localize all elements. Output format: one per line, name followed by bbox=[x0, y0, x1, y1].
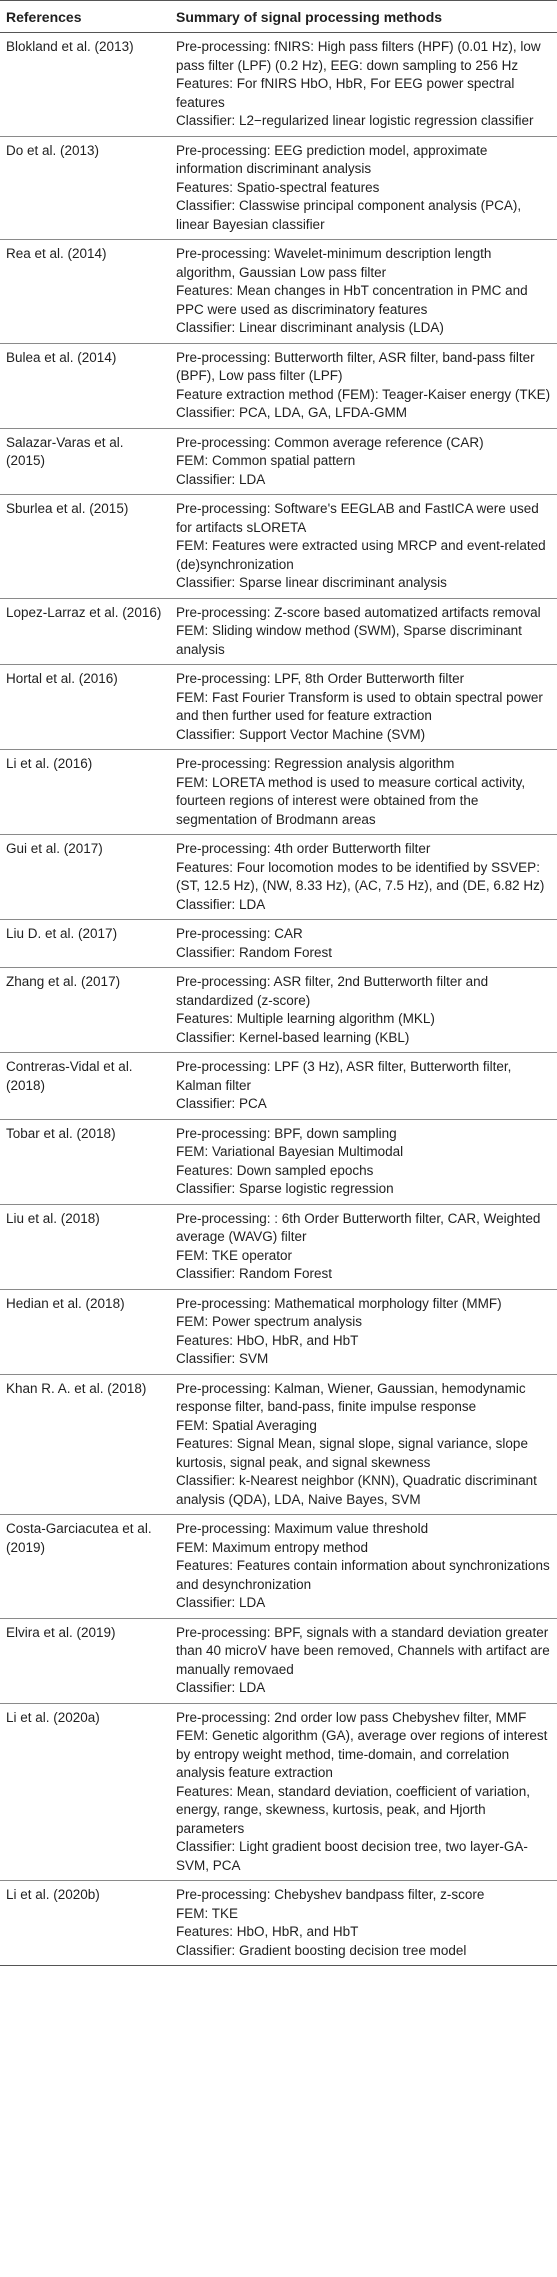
table-row bbox=[0, 495, 557, 599]
reference-cell: Khan R. A. et al. (2018) bbox=[0, 1374, 170, 1515]
summary-cell bbox=[170, 1289, 557, 1374]
summary-line: Features: HbO, HbR, and HbT bbox=[176, 1924, 359, 1939]
summary-line: Classifier: Kernel-based learning (KBL) bbox=[176, 1029, 410, 1045]
summary-line: Pre-processing: Chebyshev bandpass filter, z-score bbox=[176, 1887, 485, 1902]
summary-cell bbox=[170, 1204, 557, 1289]
table-row bbox=[0, 1515, 557, 1619]
summary-line: Features: HbO, HbR, and HbT bbox=[176, 1332, 359, 1348]
summary-line: Classifier: LDA bbox=[176, 1680, 266, 1695]
table-row bbox=[0, 750, 557, 835]
summary-line: Pre-processing: Common average reference (CAR) bbox=[176, 434, 484, 450]
summary-line: Pre-processing: Regression analysis algorithm bbox=[176, 756, 455, 771]
summary-line: FEM: Power spectrum analysis bbox=[176, 1314, 363, 1329]
summary-cell bbox=[170, 343, 557, 428]
reference-cell: Li et al. (2016) bbox=[0, 750, 170, 835]
summary-line: Pre-processing: Mathematical morphology filter (MMF) bbox=[176, 1295, 502, 1311]
summary-line: Pre-processing: fNIRS: High pass filters (HPF) (0.01 Hz), low pass filter (LPF) (0.2 Hz), EEG: down sampling to 256 Hz bbox=[176, 39, 541, 73]
table-row bbox=[0, 835, 557, 920]
table-row bbox=[0, 136, 557, 240]
summary-line: Classifier: Classwise principal component analysis (PCA), linear Bayesian classifier bbox=[176, 198, 522, 232]
summary-cell bbox=[170, 665, 557, 750]
table-row bbox=[0, 1374, 557, 1515]
summary-cell bbox=[170, 1374, 557, 1515]
summary-line: Pre-processing: 4th order Butterworth filter bbox=[176, 841, 431, 856]
summary-line: FEM: Fast Fourier Transform is used to obtain spectral power and then further used for feature extraction bbox=[176, 689, 543, 723]
summary-line: Features: For fNIRS HbO, HbR, For EEG power spectral features bbox=[176, 76, 515, 110]
summary-line: FEM: Sliding window method (SWM), Sparse discriminant analysis bbox=[176, 623, 522, 657]
table-row bbox=[0, 1881, 557, 1966]
table-row bbox=[0, 1618, 557, 1703]
summary-line: Feature extraction method (FEM): Teager-Kaiser energy (TKE) bbox=[176, 386, 551, 402]
reference-cell: Contreras-Vidal et al. (2018) bbox=[0, 1053, 170, 1120]
table-row bbox=[0, 1053, 557, 1120]
summary-cell bbox=[170, 968, 557, 1053]
reference-cell: Hedian et al. (2018) bbox=[0, 1289, 170, 1374]
summary-line: Features: Features contain information about synchronizations and desynchronization bbox=[176, 1558, 550, 1592]
summary-line: FEM: Genetic algorithm (GA), average over regions of interest by entropy weight method, time-domain, and correlation analysis feature extraction bbox=[176, 1728, 548, 1780]
reference-cell: Costa-Garciacutea et al. (2019) bbox=[0, 1515, 170, 1619]
table-row bbox=[0, 1703, 557, 1881]
table-header bbox=[0, 1, 557, 33]
summary-line: Pre-processing: Kalman, Wiener, Gaussian, hemodynamic response filter, band-pass, finite impulse response bbox=[176, 1380, 526, 1414]
table-row bbox=[0, 665, 557, 750]
summary-cell bbox=[170, 1053, 557, 1120]
summary-cell bbox=[170, 240, 557, 344]
reference-cell: Gui et al. (2017) bbox=[0, 835, 170, 920]
summary-cell bbox=[170, 750, 557, 835]
summary-line: Classifier: Support Vector Machine (SVM) bbox=[176, 726, 426, 742]
table-row bbox=[0, 598, 557, 665]
table-row bbox=[0, 428, 557, 495]
table-row bbox=[0, 1289, 557, 1374]
header-references: References bbox=[0, 1, 170, 33]
summary-line: Classifier: Linear discriminant analysis (LDA) bbox=[176, 320, 444, 335]
table-row bbox=[0, 33, 557, 137]
summary-line: Features: Mean changes in HbT concentration in PMC and PPC were used as discriminatory features bbox=[176, 283, 528, 317]
table-row bbox=[0, 240, 557, 344]
reference-cell: Salazar-Varas et al. (2015) bbox=[0, 428, 170, 495]
summary-line: Classifier: Gradient boosting decision tree model bbox=[176, 1942, 467, 1958]
summary-cell bbox=[170, 136, 557, 240]
summary-line: Features: Mean, standard deviation, coefficient of variation, energy, range, skewness, kurtosis, peak, and Hjorth parameters bbox=[176, 1783, 530, 1836]
summary-line: FEM: Variational Bayesian Multimodal bbox=[176, 1144, 404, 1159]
reference-cell: Bulea et al. (2014) bbox=[0, 343, 170, 428]
summary-line: Pre-processing: BPF, signals with a standard deviation greater than 40 microV have been removed, Channels with artifact are manually removaed bbox=[176, 1624, 550, 1677]
reference-cell: Lopez-Larraz et al. (2016) bbox=[0, 598, 170, 665]
reference-cell: Zhang et al. (2017) bbox=[0, 968, 170, 1053]
summary-line: Pre-processing: LPF (3 Hz), ASR filter, Butterworth filter, Kalman filter bbox=[176, 1059, 512, 1093]
summary-line: Pre-processing: Z-score based automatized artifacts removal bbox=[176, 604, 541, 620]
reference-cell: Elvira et al. (2019) bbox=[0, 1618, 170, 1703]
summary-line: Pre-processing: BPF, down sampling bbox=[176, 1125, 397, 1141]
summary-line: Classifier: Sparse logistic regression bbox=[176, 1181, 394, 1196]
summary-line: Pre-processing: EEG prediction model, approximate information discriminant analysis bbox=[176, 142, 488, 176]
summary-cell bbox=[170, 920, 557, 968]
table-row bbox=[0, 1119, 557, 1204]
summary-cell bbox=[170, 495, 557, 599]
summary-line: FEM: LORETA method is used to measure cortical activity, fourteen regions of interest were obtained from the segmentation of Brodmann areas bbox=[176, 774, 526, 827]
summary-line: FEM: TKE bbox=[176, 1905, 239, 1921]
summary-line: Pre-processing: CAR bbox=[176, 926, 303, 941]
summary-line: Pre-processing: 2nd order low pass Chebyshev filter, MMF bbox=[176, 1709, 527, 1725]
summary-line: FEM: Maximum entropy method bbox=[176, 1539, 369, 1555]
table-row bbox=[0, 968, 557, 1053]
summary-line: Classifier: L2−regularized linear logistic regression classifier bbox=[176, 113, 534, 128]
reference-cell: Do et al. (2013) bbox=[0, 136, 170, 240]
summary-line: Features: Four locomotion modes to be identified by SSVEP: (ST, 12.5 Hz), (NW, 8.33 Hz), (AC, 7.5 Hz), and (DE, 6.82 Hz) bbox=[176, 859, 545, 893]
summary-line: Pre-processing: ASR filter, 2nd Butterworth filter and standardized (z-score) bbox=[176, 974, 489, 1008]
summary-line: Features: Multiple learning algorithm (MKL) bbox=[176, 1011, 435, 1026]
summary-line: Classifier: LDA bbox=[176, 896, 266, 912]
summary-cell bbox=[170, 598, 557, 665]
summary-line: Pre-processing: LPF, 8th Order Butterworth filter bbox=[176, 671, 465, 686]
summary-line: Classifier: Sparse linear discriminant analysis bbox=[176, 575, 447, 590]
summary-line: Pre-processing: : 6th Order Butterworth filter, CAR, Weighted average (WAVG) filter bbox=[176, 1210, 541, 1244]
summary-cell bbox=[170, 835, 557, 920]
summary-cell bbox=[170, 1119, 557, 1204]
reference-cell: Rea et al. (2014) bbox=[0, 240, 170, 344]
summary-cell bbox=[170, 428, 557, 495]
summary-line: Pre-processing: Software's EEGLAB and FastICA were used for artifacts sLORETA bbox=[176, 501, 539, 535]
summary-line: Pre-processing: Wavelet-minimum description length algorithm, Gaussian Low pass filter bbox=[176, 246, 492, 280]
summary-line: Classifier: Random Forest bbox=[176, 944, 333, 960]
summary-line: Pre-processing: Maximum value threshold bbox=[176, 1521, 429, 1536]
summary-line: FEM: Features were extracted using MRCP and event-related (de)synchronization bbox=[176, 538, 546, 572]
summary-line: Features: Spatio-spectral features bbox=[176, 179, 380, 195]
header-summary: Summary of signal processing methods bbox=[170, 1, 557, 33]
reference-cell: Liu D. et al. (2017) bbox=[0, 920, 170, 968]
summary-cell bbox=[170, 1703, 557, 1881]
table-body bbox=[0, 33, 557, 1966]
reference-cell: Hortal et al. (2016) bbox=[0, 665, 170, 750]
summary-line: Classifier: PCA bbox=[176, 1096, 267, 1111]
summary-line: Classifier: Light gradient boost decision tree, two layer-GA-SVM, PCA bbox=[176, 1839, 528, 1873]
summary-line: FEM: Spatial Averaging bbox=[176, 1417, 317, 1433]
summary-line: FEM: Common spatial pattern bbox=[176, 453, 356, 468]
reference-cell: Blokland et al. (2013) bbox=[0, 33, 170, 137]
reference-cell: Li et al. (2020a) bbox=[0, 1703, 170, 1881]
reference-cell: Li et al. (2020b) bbox=[0, 1881, 170, 1966]
summary-line: Pre-processing: Butterworth filter, ASR filter, band-pass filter (BPF), Low pass filter (LPF) bbox=[176, 349, 535, 383]
summary-line: Classifier: PCA, LDA, GA, LFDA-GMM bbox=[176, 405, 408, 420]
table-row bbox=[0, 920, 557, 968]
reference-cell: Liu et al. (2018) bbox=[0, 1204, 170, 1289]
summary-line: Classifier: SVM bbox=[176, 1351, 269, 1366]
summary-cell bbox=[170, 1515, 557, 1619]
summary-line: Classifier: LDA bbox=[176, 1595, 266, 1610]
summary-line: Classifier: LDA bbox=[176, 471, 266, 487]
summary-line: Features: Signal Mean, signal slope, signal variance, slope kurtosis, signal peak, and signal skewness bbox=[176, 1436, 528, 1470]
summary-line: FEM: TKE operator bbox=[176, 1247, 293, 1263]
summary-cell bbox=[170, 1618, 557, 1703]
reference-cell: Tobar et al. (2018) bbox=[0, 1119, 170, 1204]
summary-line: Classifier: Random Forest bbox=[176, 1266, 333, 1281]
summary-line: Features: Down sampled epochs bbox=[176, 1162, 374, 1178]
table-row bbox=[0, 1204, 557, 1289]
table-row bbox=[0, 343, 557, 428]
reference-cell: Sburlea et al. (2015) bbox=[0, 495, 170, 599]
summary-cell bbox=[170, 1881, 557, 1966]
summary-line: Classifier: k-Nearest neighbor (KNN), Quadratic discriminant analysis (QDA), LDA, Naive Bayes, SVM bbox=[176, 1473, 537, 1507]
summary-cell bbox=[170, 33, 557, 137]
